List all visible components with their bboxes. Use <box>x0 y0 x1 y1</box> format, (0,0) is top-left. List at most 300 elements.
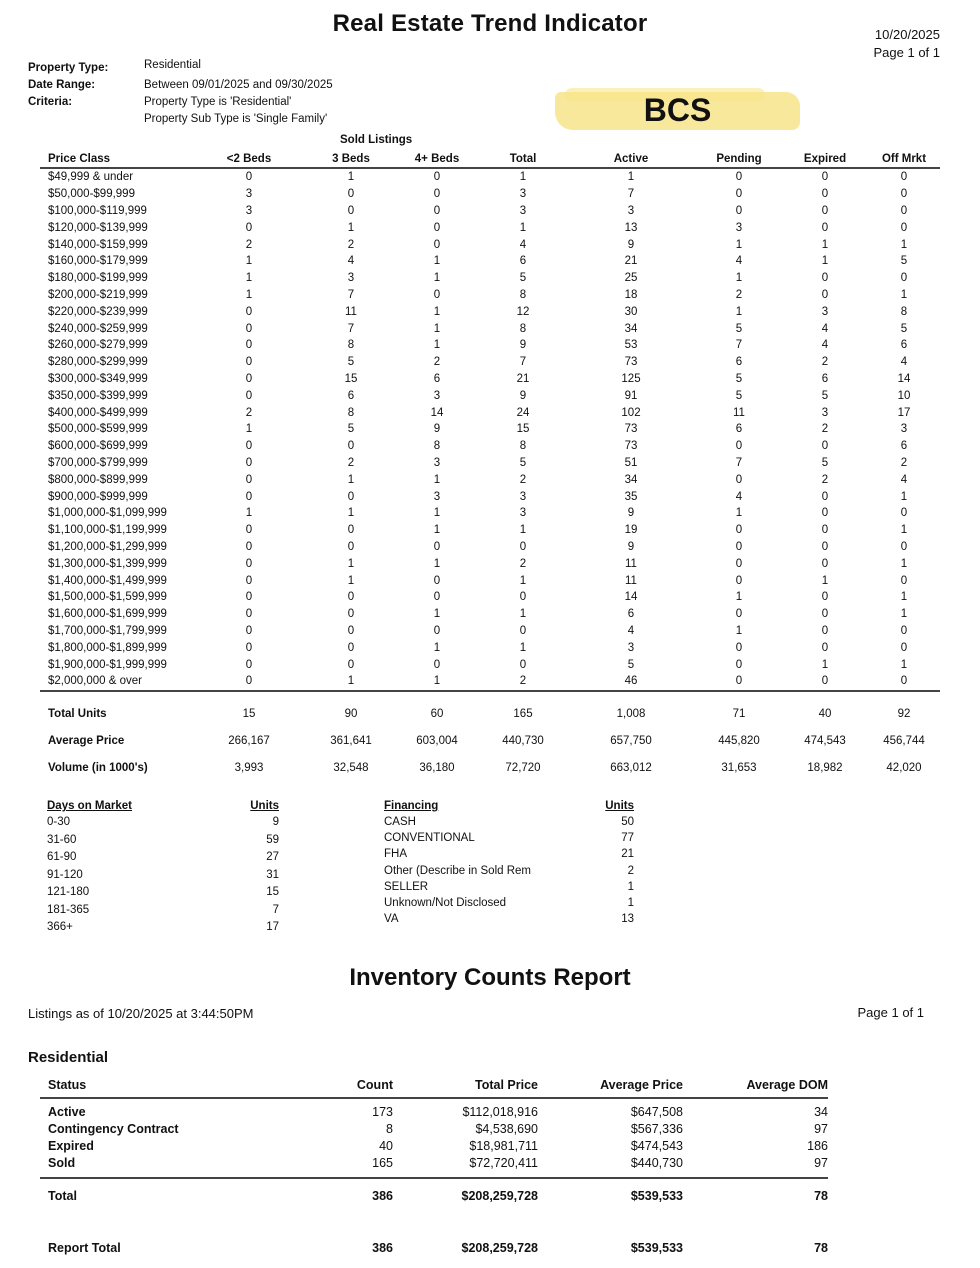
summary-value: 92 <box>897 707 911 720</box>
count-cell: 46 <box>566 673 696 691</box>
count-cell: 4 <box>821 322 829 335</box>
financing-header: Financing <box>384 800 439 812</box>
column-header: <2 Beds <box>190 150 308 168</box>
count-cell: 8 <box>347 406 355 419</box>
summary-value: 71 <box>732 707 746 720</box>
column-header: Pending <box>696 150 782 168</box>
count-cell: 1 <box>735 272 743 285</box>
count-cell: 0 <box>245 473 253 486</box>
summary-value: 60 <box>430 707 444 720</box>
count-cell: 5 <box>821 456 829 469</box>
table-row <box>40 253 940 270</box>
summary-value: 40 <box>818 707 832 720</box>
summary-label: Volume (in 1000's) <box>48 761 148 774</box>
list-item <box>47 849 279 867</box>
count-cell: 1 <box>433 339 441 352</box>
count-cell: 1 <box>821 658 829 671</box>
count-cell: 2 <box>245 406 253 419</box>
count-cell: 51 <box>624 456 638 469</box>
count-cell: 11 <box>345 305 357 318</box>
count-cell: 8 <box>900 305 908 318</box>
criteria-value-1: Property Type is 'Residential' <box>144 96 292 108</box>
count-cell: 0 <box>782 673 868 691</box>
date-range-value: Between 09/01/2025 and 09/30/2025 <box>144 79 333 91</box>
count-cell: 1 <box>821 238 829 251</box>
count-cell: 0 <box>245 171 253 184</box>
count-cell: 34 <box>624 473 638 486</box>
count-cell: 5 <box>900 255 908 268</box>
count-cell: 0 <box>347 524 355 537</box>
property-type-label: Property Type: <box>28 62 109 74</box>
count-cell: 7 <box>627 188 635 201</box>
item-label: SELLER <box>384 880 429 893</box>
count-cell: 0 <box>433 288 441 301</box>
item-units: 15 <box>266 886 279 898</box>
count-cell: 0 <box>900 188 908 201</box>
count-cell: 0 <box>821 288 829 301</box>
item-label: 31-60 <box>47 833 77 846</box>
column-header: Active <box>566 150 696 168</box>
count-cell: 1 <box>900 524 908 537</box>
list-item <box>47 884 279 902</box>
count-cell: 1 <box>519 608 527 621</box>
item-label: CASH <box>384 816 416 828</box>
count-cell: 0 <box>245 557 253 570</box>
value-cell: $208,259,728 <box>461 1241 538 1255</box>
count-cell: 0 <box>900 204 908 217</box>
count-cell: 3 <box>821 305 829 318</box>
count-cell: 9 <box>519 389 527 402</box>
count-cell: 25 <box>624 272 638 285</box>
table-row <box>40 337 940 354</box>
count-cell: 9 <box>433 423 441 436</box>
table-row <box>40 505 940 522</box>
count-cell: 0 <box>433 221 441 234</box>
item-units: 59 <box>266 833 279 846</box>
table-row <box>40 1120 828 1137</box>
count-cell: 3 <box>519 188 527 201</box>
count-cell: 0 <box>245 608 253 621</box>
summary-value: 361,641 <box>330 734 372 747</box>
count-cell: 4 <box>735 255 743 268</box>
count-cell: 0 <box>821 272 829 285</box>
count-cell: 19 <box>624 524 638 537</box>
value-cell: 34 <box>814 1104 828 1119</box>
count-cell: 0 <box>900 272 908 285</box>
count-cell: 2 <box>821 356 829 369</box>
count-cell: 1 <box>245 288 253 301</box>
column-header: 3 Beds <box>308 150 394 168</box>
price-class-cell: $2,000,000 & over <box>40 673 190 691</box>
count-cell: 0 <box>347 188 355 201</box>
price-class-cell: $1,800,000-$1,899,999 <box>48 641 167 654</box>
count-cell: 30 <box>624 305 638 318</box>
count-cell: 7 <box>735 339 743 352</box>
item-label: 0-30 <box>47 816 71 828</box>
count-cell: 0 <box>900 507 908 520</box>
count-cell: 0 <box>433 188 441 201</box>
table-row <box>40 455 940 472</box>
item-units: 77 <box>621 832 634 845</box>
count-cell: 0 <box>821 591 829 604</box>
item-label: 181-365 <box>47 903 90 916</box>
summary-row <box>40 700 940 727</box>
status-cell: Contingency Contract <box>48 1121 179 1136</box>
count-cell: 1 <box>433 305 441 318</box>
count-cell: 0 <box>519 540 527 553</box>
date-range-label: Date Range: <box>28 79 96 91</box>
count-cell: 102 <box>621 406 641 419</box>
summary-value: 603,004 <box>416 734 458 747</box>
count-cell: 5 <box>627 658 635 671</box>
list-item <box>47 814 279 832</box>
table-row <box>40 287 940 304</box>
count-cell: 0 <box>519 624 527 637</box>
summary-value: 36,180 <box>419 761 455 774</box>
count-cell: 0 <box>868 673 940 691</box>
summary-value: 32,548 <box>333 761 369 774</box>
summary-value: 90 <box>344 707 358 720</box>
price-class-cell: $700,000-$799,999 <box>48 456 148 469</box>
list-item <box>47 902 279 920</box>
value-cell: $4,538,690 <box>475 1121 538 1136</box>
count-cell: 5 <box>735 372 743 385</box>
count-cell: 0 <box>190 673 308 691</box>
summary-label: Total Units <box>48 707 107 720</box>
count-cell: 0 <box>821 204 829 217</box>
summary-value: 1,008 <box>616 707 646 720</box>
count-cell: 5 <box>735 322 743 335</box>
count-cell: 21 <box>624 255 638 268</box>
summary-value: 3,993 <box>234 761 264 774</box>
price-class-cell: $500,000-$599,999 <box>48 423 148 436</box>
table-row <box>40 354 940 371</box>
price-class-cell: $1,600,000-$1,699,999 <box>48 608 167 621</box>
count-cell: 2 <box>480 673 566 691</box>
item-label: 121-180 <box>47 886 90 898</box>
count-cell: 4 <box>627 624 635 637</box>
count-cell: 6 <box>433 372 441 385</box>
count-cell: 14 <box>897 372 911 385</box>
units-header: Units <box>250 800 279 812</box>
count-cell: 0 <box>347 204 355 217</box>
table-row <box>40 623 940 640</box>
price-class-cell: $1,400,000-$1,499,999 <box>48 574 167 587</box>
count-cell: 5 <box>519 272 527 285</box>
price-class-cell: $400,000-$499,999 <box>48 406 148 419</box>
property-type-value: Residential <box>144 59 201 71</box>
count-cell: 1 <box>347 473 355 486</box>
item-label: 366+ <box>47 921 73 933</box>
count-cell: 5 <box>519 456 527 469</box>
count-cell: 1 <box>735 305 743 318</box>
count-cell: 0 <box>245 490 253 503</box>
status-cell: Active <box>48 1104 86 1119</box>
count-cell: 1 <box>245 423 253 436</box>
count-cell: 1 <box>433 641 441 654</box>
page-indicator: Page 1 of 1 <box>857 1005 924 1020</box>
count-cell: 1 <box>519 641 527 654</box>
value-cell: 97 <box>814 1121 828 1136</box>
list-item <box>384 911 634 927</box>
count-cell: 2 <box>347 238 355 251</box>
count-cell: 6 <box>519 255 527 268</box>
count-cell: 9 <box>627 238 635 251</box>
price-class-cell: $1,000,000-$1,099,999 <box>48 507 167 520</box>
summary-row <box>40 727 940 754</box>
price-class-cell: $49,999 & under <box>48 171 134 184</box>
count-cell: 0 <box>347 658 355 671</box>
value-cell: $72,720,411 <box>393 1154 538 1178</box>
count-cell: 4 <box>821 339 829 352</box>
count-cell: 0 <box>821 624 829 637</box>
column-header: Average Price <box>538 1073 683 1098</box>
count-cell: 1 <box>347 507 355 520</box>
count-cell: 0 <box>347 608 355 621</box>
list-item <box>384 814 634 830</box>
count-cell: 8 <box>519 322 527 335</box>
count-cell: 0 <box>735 524 743 537</box>
column-header: Total <box>480 150 566 168</box>
table-row <box>40 589 940 606</box>
listings-as-of: Listings as of 10/20/2025 at 3:44:50PM <box>28 1006 254 1021</box>
count-cell: 4 <box>519 238 527 251</box>
count-cell: 6 <box>347 389 355 402</box>
list-item <box>384 879 634 895</box>
value-cell: $539,533 <box>630 1189 683 1203</box>
count-cell: 0 <box>900 641 908 654</box>
list-header <box>384 798 634 814</box>
count-cell: 0 <box>900 171 908 184</box>
value-cell: $474,543 <box>630 1138 683 1153</box>
count-cell: 125 <box>621 372 641 385</box>
price-class-cell: $1,300,000-$1,399,999 <box>48 557 167 570</box>
count-cell: 2 <box>245 238 253 251</box>
column-header: Count <box>300 1073 393 1098</box>
table-row <box>40 387 940 404</box>
count-cell: 2 <box>519 473 527 486</box>
value-cell: $18,981,711 <box>469 1138 538 1153</box>
table-row <box>40 1213 828 1257</box>
value-cell: $440,730 <box>538 1154 683 1178</box>
table-row <box>40 656 940 673</box>
count-cell: 17 <box>897 406 911 419</box>
count-cell: 0 <box>245 372 253 385</box>
value-cell: 186 <box>807 1138 828 1153</box>
count-cell: 0 <box>433 540 441 553</box>
count-cell: 1 <box>347 557 355 570</box>
count-cell: 11 <box>625 574 637 587</box>
count-cell: 6 <box>735 356 743 369</box>
table-row <box>40 639 940 656</box>
count-cell: 0 <box>245 456 253 469</box>
count-cell: 0 <box>735 608 743 621</box>
list-item <box>384 895 634 911</box>
item-units: 31 <box>266 868 279 881</box>
price-class-cell: $120,000-$139,999 <box>48 221 148 234</box>
table-row <box>40 1098 828 1120</box>
column-header: Status <box>40 1073 300 1098</box>
count-cell: 73 <box>624 440 638 453</box>
count-cell: 11 <box>733 406 745 419</box>
count-cell: 0 <box>245 221 253 234</box>
count-cell: 1 <box>433 557 441 570</box>
count-cell: 0 <box>735 188 743 201</box>
inventory-report-title: Inventory Counts Report <box>349 964 631 991</box>
count-cell: 0 <box>735 574 743 587</box>
count-cell: 6 <box>821 372 829 385</box>
price-class-cell: $300,000-$349,999 <box>48 372 148 385</box>
count-cell: 2 <box>519 557 527 570</box>
count-cell: 1 <box>347 574 355 587</box>
value-cell: $567,336 <box>630 1121 683 1136</box>
count-cell: 0 <box>347 624 355 637</box>
count-cell: 73 <box>624 356 638 369</box>
count-cell: 24 <box>516 406 530 419</box>
item-label: 61-90 <box>47 851 77 863</box>
count-cell: 0 <box>245 524 253 537</box>
count-cell: 6 <box>900 339 908 352</box>
count-cell: 0 <box>433 238 441 251</box>
count-cell: 3 <box>245 204 253 217</box>
count-cell: 3 <box>433 456 441 469</box>
financing-list <box>384 798 634 927</box>
days-on-market-header: Days on Market <box>47 800 133 812</box>
count-cell: 0 <box>900 540 908 553</box>
list-item <box>47 919 279 937</box>
count-cell: 1 <box>433 473 441 486</box>
table-row <box>40 673 940 691</box>
count-cell: 3 <box>627 641 635 654</box>
item-units: 2 <box>627 864 634 877</box>
price-class-table <box>40 150 940 692</box>
table-row <box>40 219 940 236</box>
count-cell: 9 <box>627 507 635 520</box>
count-cell: 1 <box>900 591 908 604</box>
count-cell: 0 <box>433 171 441 184</box>
summary-value: 663,012 <box>610 761 652 774</box>
count-cell: 0 <box>821 221 829 234</box>
count-cell: 3 <box>433 490 441 503</box>
item-units: 1 <box>627 896 634 909</box>
count-cell: 1 <box>519 524 527 537</box>
column-header: Price Class <box>40 150 190 168</box>
count-cell: 5 <box>347 423 355 436</box>
count-cell: 53 <box>624 339 638 352</box>
count-cell: 14 <box>430 406 444 419</box>
item-label: VA <box>384 913 399 926</box>
count-cell: 0 <box>900 624 908 637</box>
count-cell: 3 <box>900 423 908 436</box>
summary-value: 18,982 <box>807 761 843 774</box>
price-class-cell: $240,000-$259,999 <box>48 322 148 335</box>
count-cell: 0 <box>735 440 743 453</box>
count-cell: 3 <box>519 507 527 520</box>
count-cell: 0 <box>347 641 355 654</box>
count-cell: 0 <box>245 389 253 402</box>
count-cell: 4 <box>900 473 908 486</box>
summary-value: 72,720 <box>505 761 541 774</box>
count-cell: 0 <box>900 574 908 587</box>
count-cell: 0 <box>433 658 441 671</box>
table-row <box>40 1154 828 1178</box>
value-cell: $647,508 <box>630 1104 683 1119</box>
count-cell: 0 <box>433 591 441 604</box>
count-cell: 1 <box>900 490 908 503</box>
count-cell: 5 <box>821 389 829 402</box>
count-cell: 2 <box>900 456 908 469</box>
count-cell: 9 <box>627 540 635 553</box>
count-cell: 7 <box>347 322 355 335</box>
summary-rows <box>40 700 940 781</box>
count-cell: 0 <box>821 540 829 553</box>
count-cell: 1 <box>519 574 527 587</box>
count-cell: 7 <box>347 288 355 301</box>
count-cell: 3 <box>347 272 355 285</box>
count-cell: 2 <box>347 456 355 469</box>
count-cell: 3 <box>735 221 743 234</box>
count-cell: 0 <box>519 591 527 604</box>
list-item <box>384 846 634 862</box>
count-cell: 0 <box>245 641 253 654</box>
table-row <box>40 371 940 388</box>
count-cell: 1 <box>735 507 743 520</box>
price-class-cell: $180,000-$199,999 <box>48 272 148 285</box>
price-class-cell: $1,700,000-$1,799,999 <box>48 624 167 637</box>
count-cell: 21 <box>516 372 530 385</box>
table-row <box>40 522 940 539</box>
price-class-cell: $280,000-$299,999 <box>48 356 148 369</box>
item-units: 1 <box>627 880 634 893</box>
item-units: 9 <box>272 816 279 828</box>
count-cell: 0 <box>821 524 829 537</box>
count-cell: 1 <box>347 221 355 234</box>
table-header-row <box>40 1073 828 1098</box>
column-header: Expired <box>782 150 868 168</box>
column-header: Off Mrkt <box>868 150 940 168</box>
count-cell: 15 <box>516 423 530 436</box>
count-cell: 0 <box>735 641 743 654</box>
count-cell: 8 <box>347 339 355 352</box>
table-row <box>40 320 940 337</box>
count-cell: 1 <box>900 238 908 251</box>
table-row <box>40 236 940 253</box>
value-cell: 78 <box>814 1241 828 1255</box>
summary-value: 42,020 <box>886 761 922 774</box>
price-class-cell: $220,000-$239,999 <box>48 305 148 318</box>
value-cell: 40 <box>379 1138 393 1153</box>
table-row <box>40 539 940 556</box>
count-cell: 0 <box>821 188 829 201</box>
table-row <box>40 270 940 287</box>
table-row <box>40 555 940 572</box>
price-class-cell: $100,000-$119,999 <box>48 204 147 217</box>
count-cell: 1 <box>519 221 527 234</box>
count-cell: 1 <box>394 673 480 691</box>
count-cell: 0 <box>900 221 908 234</box>
count-cell: 7 <box>735 456 743 469</box>
value-cell: 386 <box>372 1189 393 1203</box>
table-row <box>40 471 940 488</box>
table-row <box>40 488 940 505</box>
count-cell: 1 <box>735 591 743 604</box>
report-title: Real Estate Trend Indicator <box>332 10 648 37</box>
count-cell: 1 <box>900 608 908 621</box>
value-cell: $112,018,916 <box>462 1104 538 1119</box>
count-cell: 5 <box>735 389 743 402</box>
count-cell: 0 <box>347 540 355 553</box>
count-cell: 34 <box>624 322 638 335</box>
